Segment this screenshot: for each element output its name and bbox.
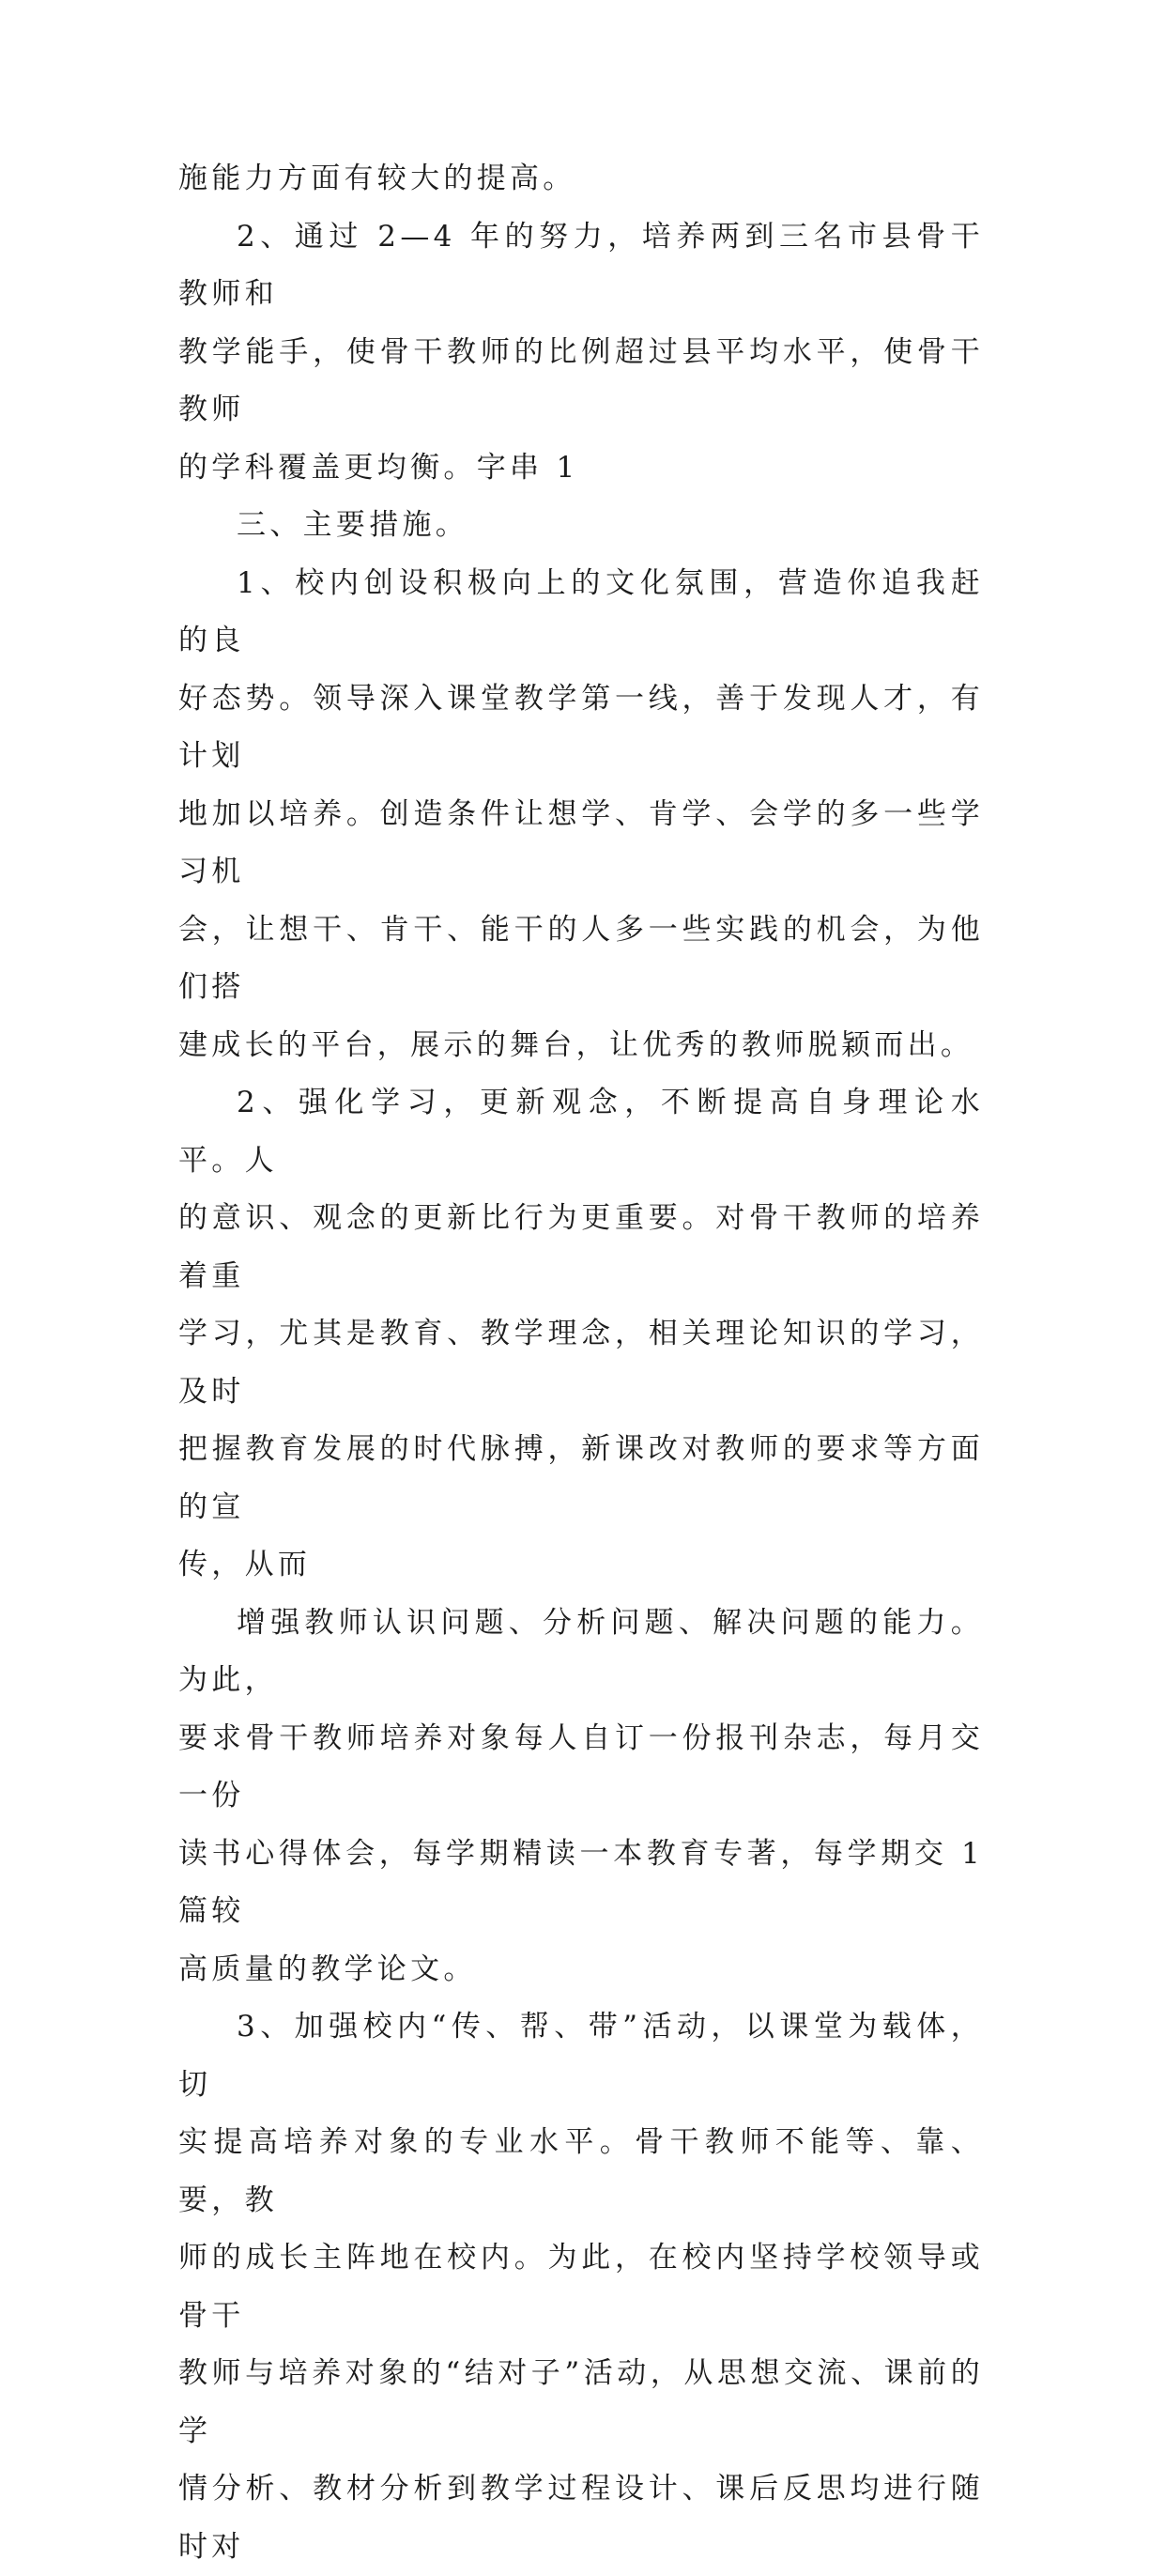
paragraph-measure-3: 3、加强校内“传、帮、带”活动，以课堂为载体，切 实提高培养对象的专业水平。骨干教师不能等、靠、要，教 师的成长主阵地在校内。为此，在校内坚持学校领导或骨干 教师与培养对象的“结对子”活动，从思想交流、课前的学 情分析、教材分析到教学过程设计、课后反思均进行随时对 (178, 2010, 984, 2564)
paragraph-measure-1: 1、校内创设积极向上的文化氛围，营造你追我赶的良 好态势。领导深入课堂教学第一线，善于发现人才，有计划 地加以培养。创造条件让想学、肯学、会学的多一些学习机 会，让想干、肯干、能干的人多一些实践的机会，为他们搭 建成长的平台，展示的舞台，让优秀的教师脱颖而出。 (178, 565, 984, 1062)
paragraph-measure-2: 2、强化学习，更新观念，不断提高自身理论水平。人 的意识、观念的更新比行为更重要。对骨干教师的培养着重 学习，尤其是教育、教学理念，相关理论知识的学习，及时 把握教育发展的时代脉搏，新课改对教师的要求等方面的宣 传，从而 (178, 1086, 984, 1581)
document-body (178, 150, 984, 2576)
paragraph-measure-2-continued: 增强教师认识问题、分析问题、解决问题的能力。为此， 要求骨干教师培养对象每人自订一份报刊杂志，每月交一份 读书心得体会，每学期精读一本教育专著，每学期交 1 篇较 高质量的教学论文。 (178, 1605, 984, 1986)
paragraph-1: 施能力方面有较大的提高。 (178, 162, 576, 195)
paragraph-2: 2、通过 2—4 年的努力，培养两到三名市县骨干教师和 教学能手，使骨干教师的比例超过县平均水平，使骨干教师 的学科覆盖更均衡。字串 1 (178, 219, 984, 485)
section-heading-main-measures: 三、主要措施。 (237, 508, 469, 542)
